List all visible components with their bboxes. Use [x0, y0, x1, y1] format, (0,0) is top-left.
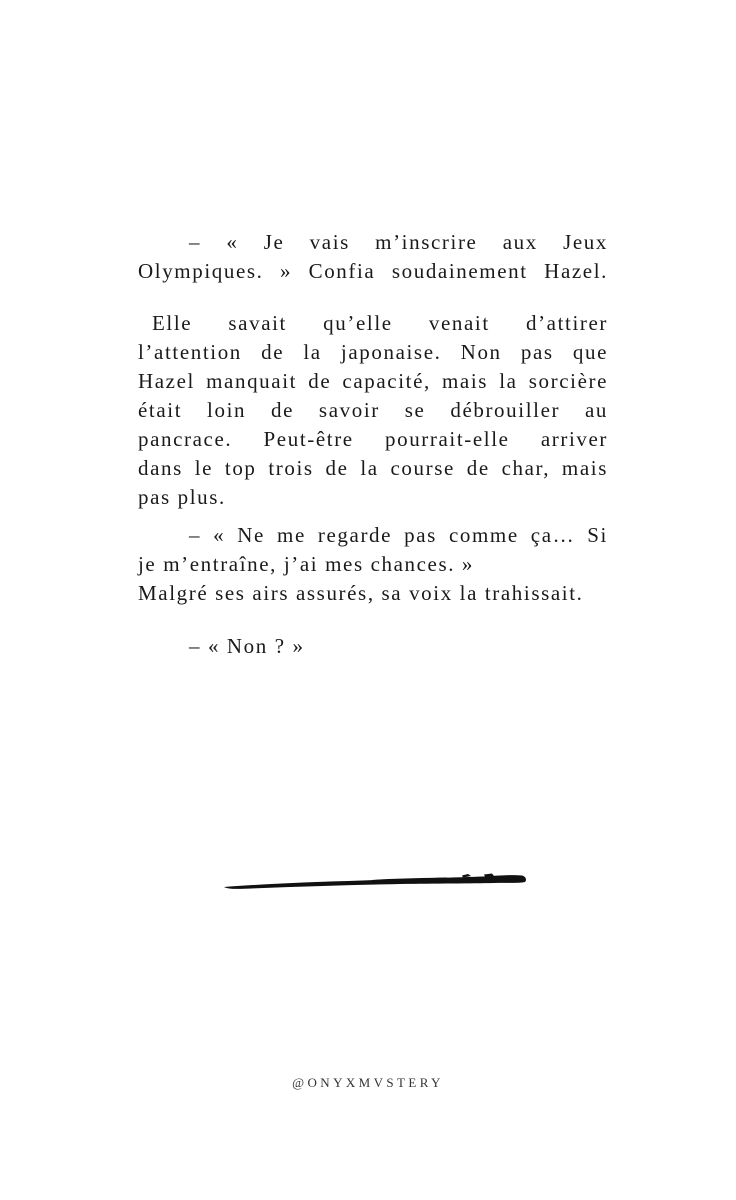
text-line: – « Ne me regarde pas comme ça… Si: [189, 523, 608, 547]
brush-stroke-divider-icon: [222, 868, 528, 892]
text-line: Olympiques. » Confia soudainement Hazel.: [138, 259, 608, 283]
text-line: l’attention de la japonaise. Non pas que: [138, 340, 608, 364]
text-line: – « Non ? »: [189, 634, 305, 658]
text-line: je m’entraîne, j’ai mes chances. »: [138, 552, 475, 576]
paragraph-dialogue-chances: [138, 521, 608, 608]
paragraph-dialogue-non: [138, 632, 608, 661]
text-line: dans le top trois de la course de char, mais: [138, 456, 608, 480]
author-handle: @ONYXMVSTERY: [292, 1075, 444, 1090]
paragraph-dialogue-olympics: [138, 228, 608, 286]
text-line: Elle savait qu’elle venait d’attirer: [152, 311, 608, 335]
text-line: était loin de savoir se débrouiller au: [138, 398, 608, 422]
text-line: pancrace. Peut-être pourrait-elle arriver: [138, 427, 608, 451]
text-line: Hazel manquait de capacité, mais la sorcière: [138, 369, 608, 393]
text-line: Malgré ses airs assurés, sa voix la trahissait.: [138, 581, 584, 605]
text-line: – « Je vais m’inscrire aux Jeux: [189, 230, 608, 254]
text-line: pas plus.: [138, 485, 226, 509]
paragraph-narration: [138, 309, 608, 512]
